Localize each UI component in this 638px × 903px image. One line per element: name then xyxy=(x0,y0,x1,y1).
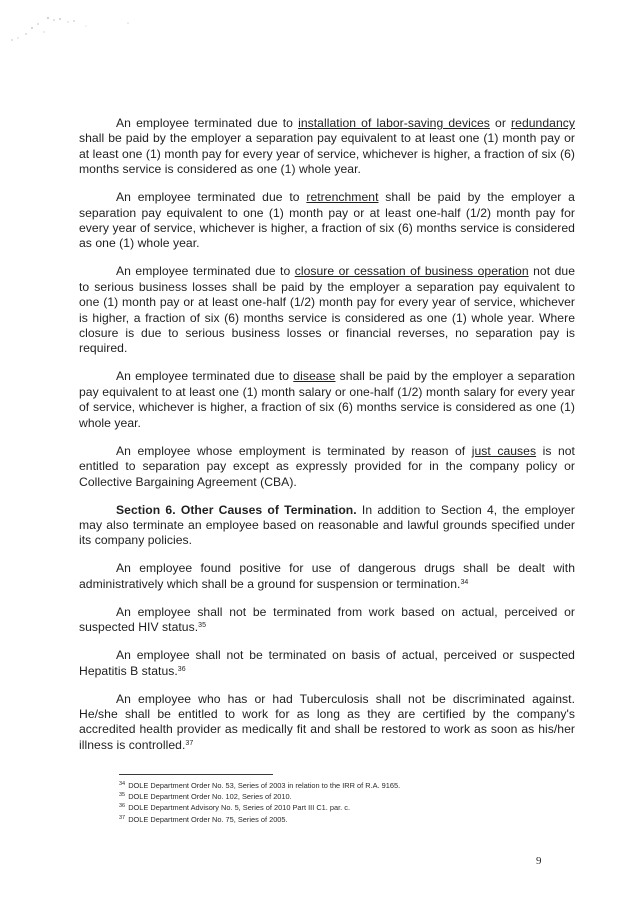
paragraph-text: shall be paid by the employer a separation pay equivalent to at least one (1) month pay or at least one (1) month pay for every year of service, whichever is higher, a fraction of six (6) months service is considered as one (1) whole year. xyxy=(79,131,575,177)
paragraph xyxy=(79,190,575,252)
footnote-text: DOLE Department Order No. 75, Series of 2005. xyxy=(128,814,288,824)
paragraph-text: shall be paid by the employer a separation pay equivalent to one (1) month pay or at least one-half (1/2) month pay for every year of service, whichever is higher, a fraction of six (6) months service is considered as one (1) whole year. xyxy=(79,190,575,251)
paragraph-text: An employee terminated due to xyxy=(116,190,307,205)
footnote-reference: 37 xyxy=(185,739,194,747)
paragraph xyxy=(79,561,575,592)
paragraph-text: or xyxy=(489,116,512,130)
footnote-text: DOLE Department Order No. 53, Series of 2003 in relation to the IRR of R.A. 9165. xyxy=(128,781,401,790)
paragraph-text: not due to serious business losses shall be paid by the employer a separation pay equivalent to one (1) month pay or at least one-half (1/2) month pay for every year of service, whichever is higher, a fraction of six (6) months service is considered as one (1) whole year. Where closure is due to serious business losses or financial reverses, no separation pay is required. xyxy=(79,264,575,356)
paragraph-text: An employee shall not be terminated on basis of actual, perceived or suspected Hepatitis B status. xyxy=(79,648,575,678)
footnote xyxy=(119,814,559,825)
footnote-reference: 34 xyxy=(460,578,469,586)
footnote-text: DOLE Department Advisory No. 5, Series of 2010 Part III C1. par. c. xyxy=(128,803,351,813)
footnote-reference: 35 xyxy=(198,622,207,630)
underlined-term: installation of labor-saving devices xyxy=(298,116,490,130)
section-6-paragraph xyxy=(79,503,575,549)
underlined-term: redundancy xyxy=(511,116,575,130)
footnote-number: 36 xyxy=(119,803,126,810)
footnote-number: 35 xyxy=(119,792,126,799)
paragraph xyxy=(79,369,575,431)
paragraph xyxy=(79,116,575,178)
paragraph-text: An employee shall not be terminated from work based on actual, perceived or suspected HIV status. xyxy=(79,604,575,635)
footnote-text: DOLE Department Order No. 102, Series of 2010. xyxy=(128,792,292,802)
footnote-reference: 36 xyxy=(177,665,186,673)
footnote-number: 37 xyxy=(119,814,126,821)
paragraph-text: In addition to Section 4, the employer may also terminate an employee based on reasonable and lawful grounds specified under its company policies. xyxy=(79,502,575,548)
footnote-number: 34 xyxy=(119,781,126,787)
footnote xyxy=(119,802,559,813)
underlined-term: closure or cessation of business operation xyxy=(294,264,529,279)
paragraph xyxy=(79,648,575,679)
paragraph-text: An employee who has or had Tuberculosis shall not be discriminated against. He/she shall be entitled to work for as long as they are certified by the company's accredited health provider as medically fit and shall be restored to work as soon as his/her illness is controlled. xyxy=(79,691,575,752)
footnote-divider xyxy=(119,774,273,775)
underlined-term: disease xyxy=(293,369,336,384)
footnotes xyxy=(119,780,559,825)
paragraph-text: shall be paid by the employer a separation pay equivalent to at least one (1) month salary or one-half (1/2) month salary for every year of service, whichever is higher, a fraction of six (6) months service is considered as one (1) whole year. xyxy=(79,369,575,430)
section-heading: Section 6. Other Causes of Termination. xyxy=(116,502,357,517)
body-text xyxy=(79,116,575,766)
scan-speckle-marks xyxy=(8,12,138,52)
paragraph-text: is not entitled to separation pay except as expressly provided for in the company policy or Collective Bargaining Agreement (CBA). xyxy=(79,443,575,489)
paragraph-text: An employee terminated due to xyxy=(116,369,294,384)
paragraph xyxy=(79,605,575,636)
underlined-term: just causes xyxy=(471,443,537,458)
paragraph-text: An employee terminated due to xyxy=(116,116,299,130)
paragraph-text: An employee terminated due to xyxy=(116,264,295,279)
page-number: 9 xyxy=(536,855,542,867)
paragraph-text: An employee whose employment is terminated by reason of xyxy=(116,443,472,458)
footnote xyxy=(119,791,559,802)
paragraph xyxy=(79,264,575,356)
underlined-term: retrenchment xyxy=(306,190,379,205)
paragraph xyxy=(79,692,575,754)
paragraph xyxy=(79,444,575,490)
paragraph-text: An employee found positive for use of dangerous drugs shall be dealt with administratively which shall be a ground for suspension or termination. xyxy=(79,561,575,591)
footnote xyxy=(119,780,559,791)
